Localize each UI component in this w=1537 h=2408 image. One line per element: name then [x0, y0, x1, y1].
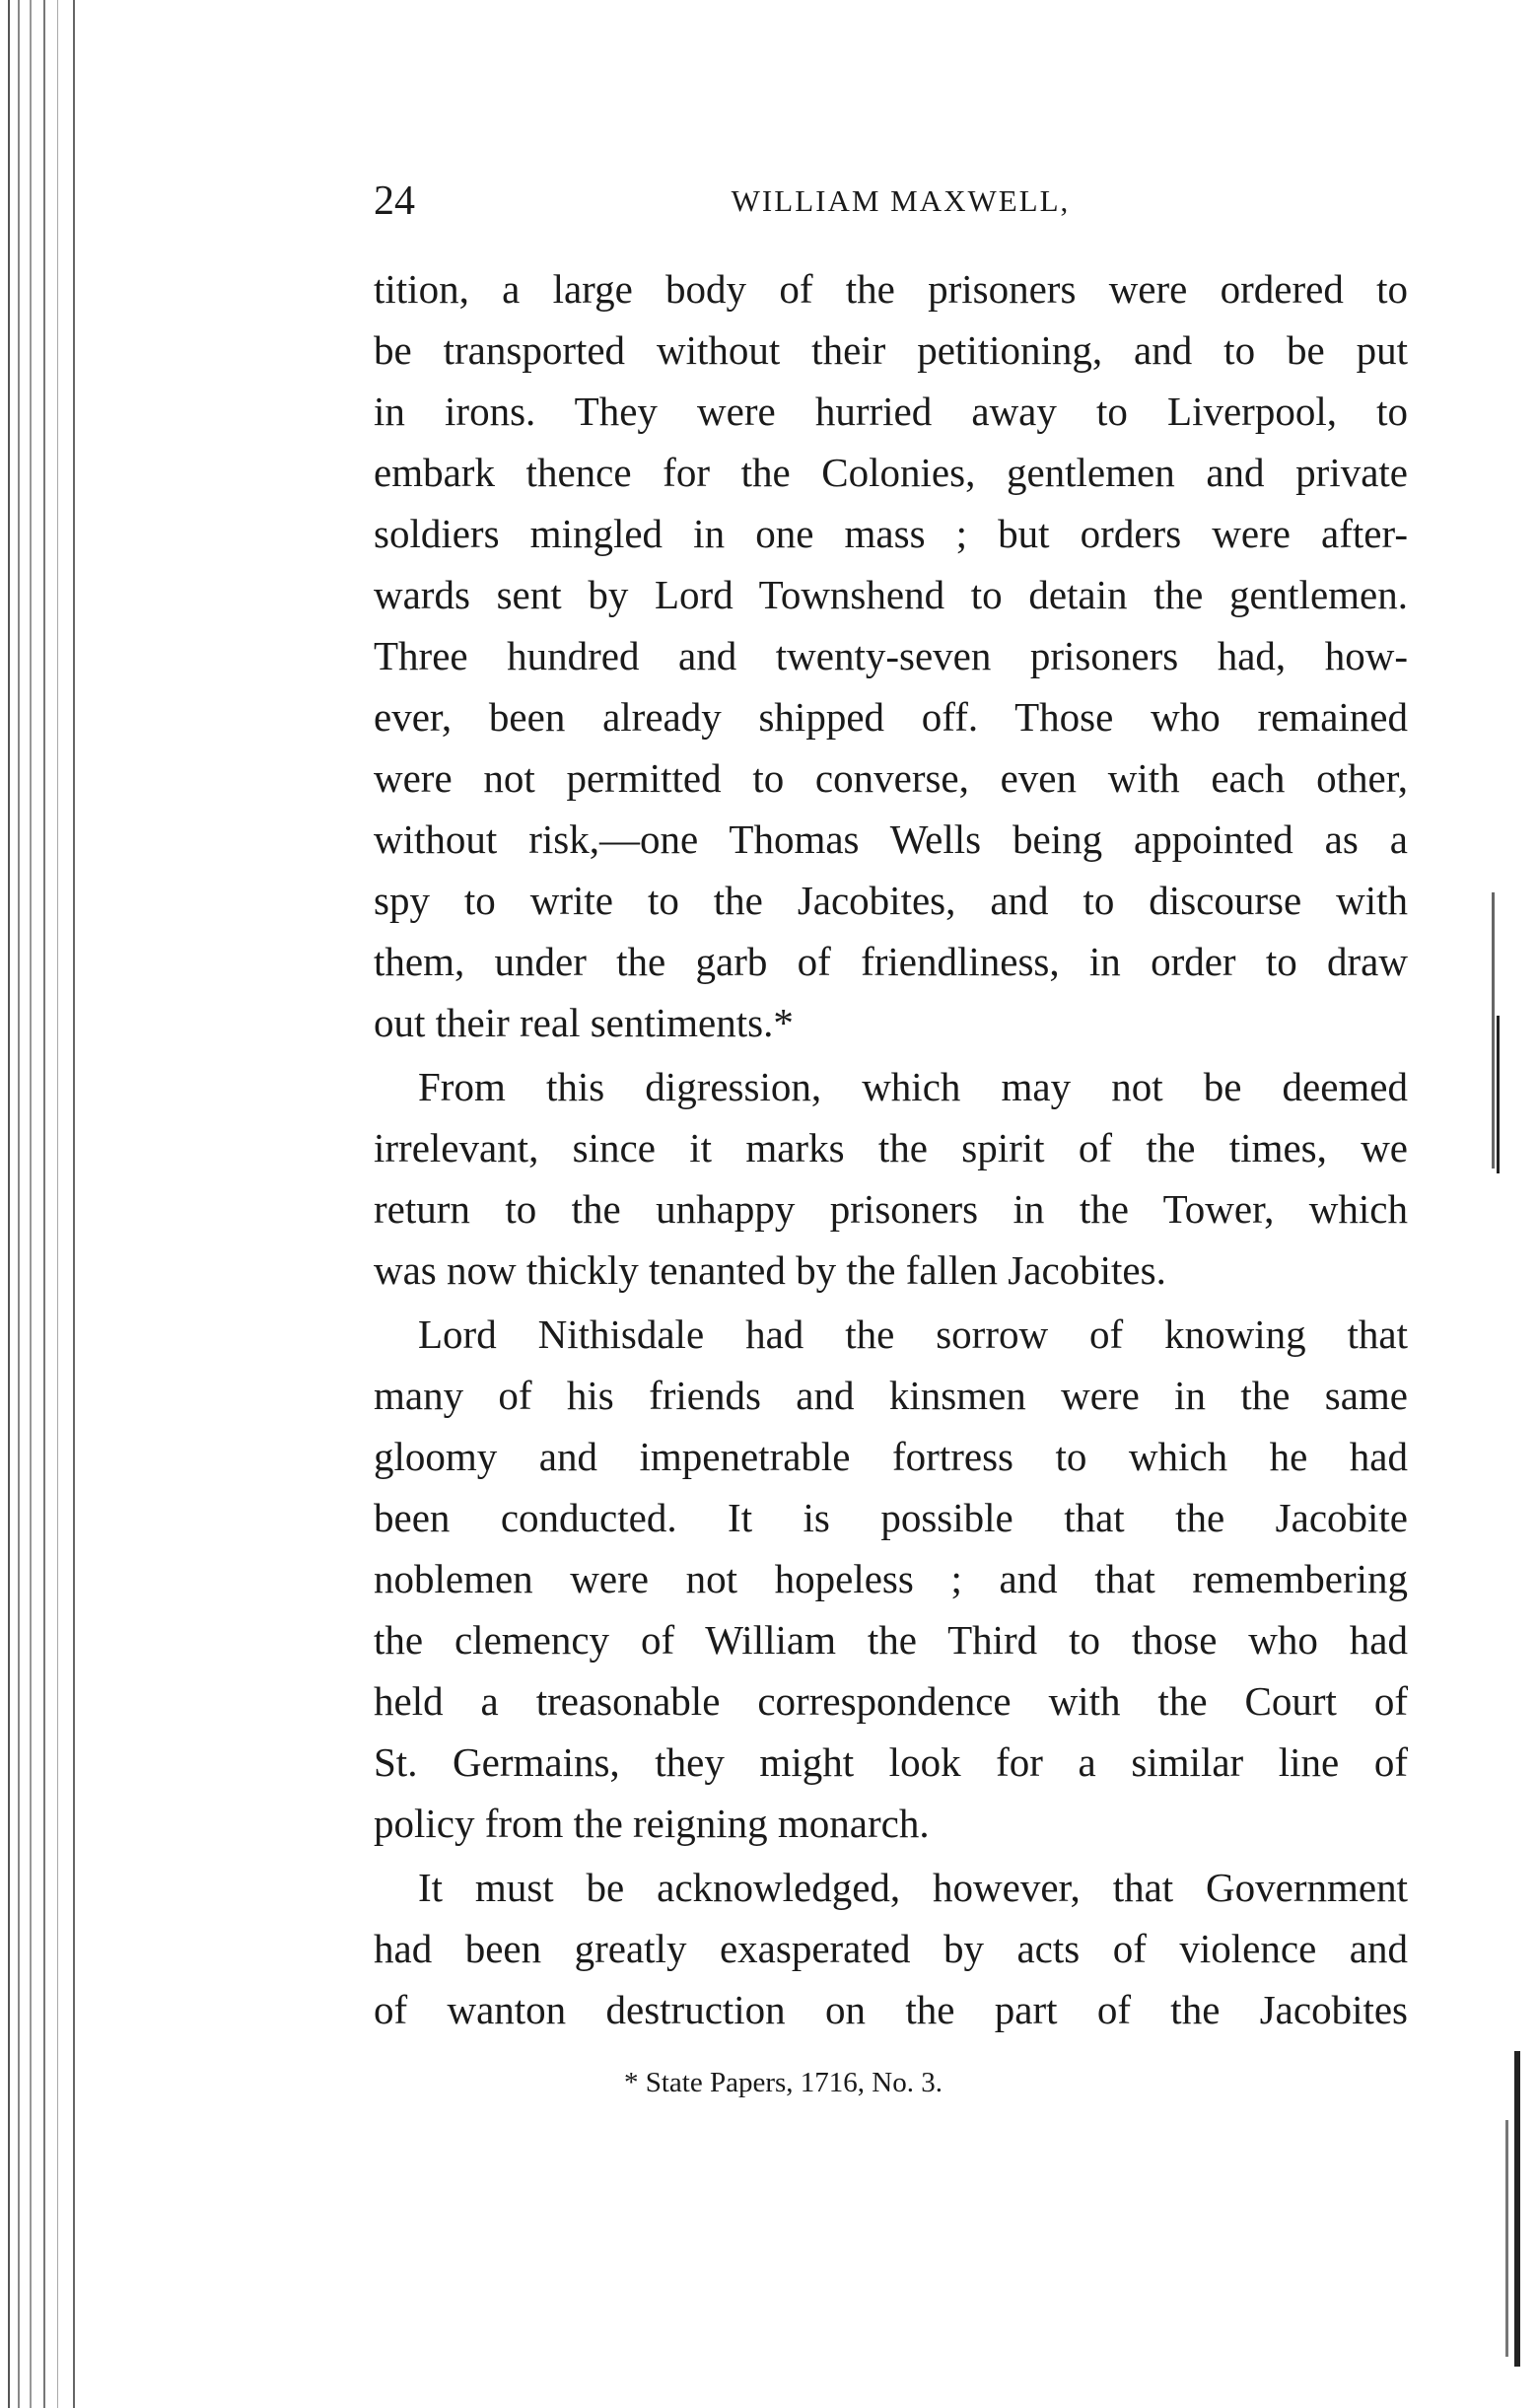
paragraph — [374, 1304, 1408, 1854]
footnote: * State Papers, 1716, No. 3. — [624, 2067, 943, 2098]
text-line: had been greatly exasperated by acts of violence and — [374, 1926, 1408, 1971]
text-line: Lord Nithisdale had the sorrow of knowing that — [418, 1311, 1408, 1357]
text-line: ever, been already shipped off. Those who remained — [374, 694, 1408, 740]
text-line: held a treasonable correspondence with the Court of — [374, 1678, 1408, 1724]
paragraph — [374, 258, 1408, 1053]
text-line: many of his friends and kinsmen were in the same — [374, 1373, 1408, 1418]
text-line: return to the unhappy prisoners in the Tower, which — [374, 1186, 1408, 1232]
text-line: without risk,—one Thomas Wells being appointed as a — [374, 816, 1408, 862]
text-line: be transported without their petitioning, and to be put — [374, 327, 1408, 373]
text-line: were not permitted to converse, even with each other, — [374, 755, 1408, 801]
text-line: spy to write to the Jacobites, and to discourse with — [374, 878, 1408, 923]
text-line: tition, a large body of the prisoners were ordered to — [374, 266, 1408, 312]
running-head: WILLIAM MAXWELL, — [731, 183, 1071, 218]
text-line: embark thence for the Colonies, gentlemen and private — [374, 450, 1408, 495]
body-text — [374, 258, 1408, 2043]
text-line: Three hundred and twenty-seven prisoners had, how- — [374, 633, 1408, 678]
text-line: been conducted. It is possible that the Jacobite — [374, 1495, 1408, 1540]
text-line: was now thickly tenanted by the fallen Jacobites. — [374, 1247, 1166, 1293]
text-line: irrelevant, since it marks the spirit of the times, we — [374, 1125, 1408, 1170]
text-line: them, under the garb of friendliness, in order to draw — [374, 939, 1408, 984]
text-line: From this digression, which may not be deemed — [418, 1064, 1408, 1109]
text-line: policy from the reigning monarch. — [374, 1801, 930, 1846]
text-line: wards sent by Lord Townshend to detain the gentlemen. — [374, 572, 1408, 617]
page-number: 24 — [374, 178, 415, 224]
page-header — [374, 177, 1408, 227]
text-line: in irons. They were hurried away to Liverpool, to — [374, 389, 1408, 434]
text-line: gloomy and impenetrable fortress to which he had — [374, 1434, 1408, 1479]
text-line: out their real sentiments.* — [374, 1000, 794, 1045]
paragraph — [374, 1056, 1408, 1301]
text-line: St. Germains, they might look for a similar line of — [374, 1739, 1408, 1785]
paragraph — [374, 1857, 1408, 2040]
text-line: noblemen were not hopeless ; and that remembering — [374, 1556, 1408, 1601]
text-line: soldiers mingled in one mass ; but orders were after- — [374, 511, 1408, 556]
text-line: of wanton destruction on the part of the Jacobites — [374, 1987, 1408, 2032]
text-line: It must be acknowledged, however, that Government — [418, 1865, 1408, 1910]
text-line: the clemency of William the Third to those who had — [374, 1617, 1408, 1663]
